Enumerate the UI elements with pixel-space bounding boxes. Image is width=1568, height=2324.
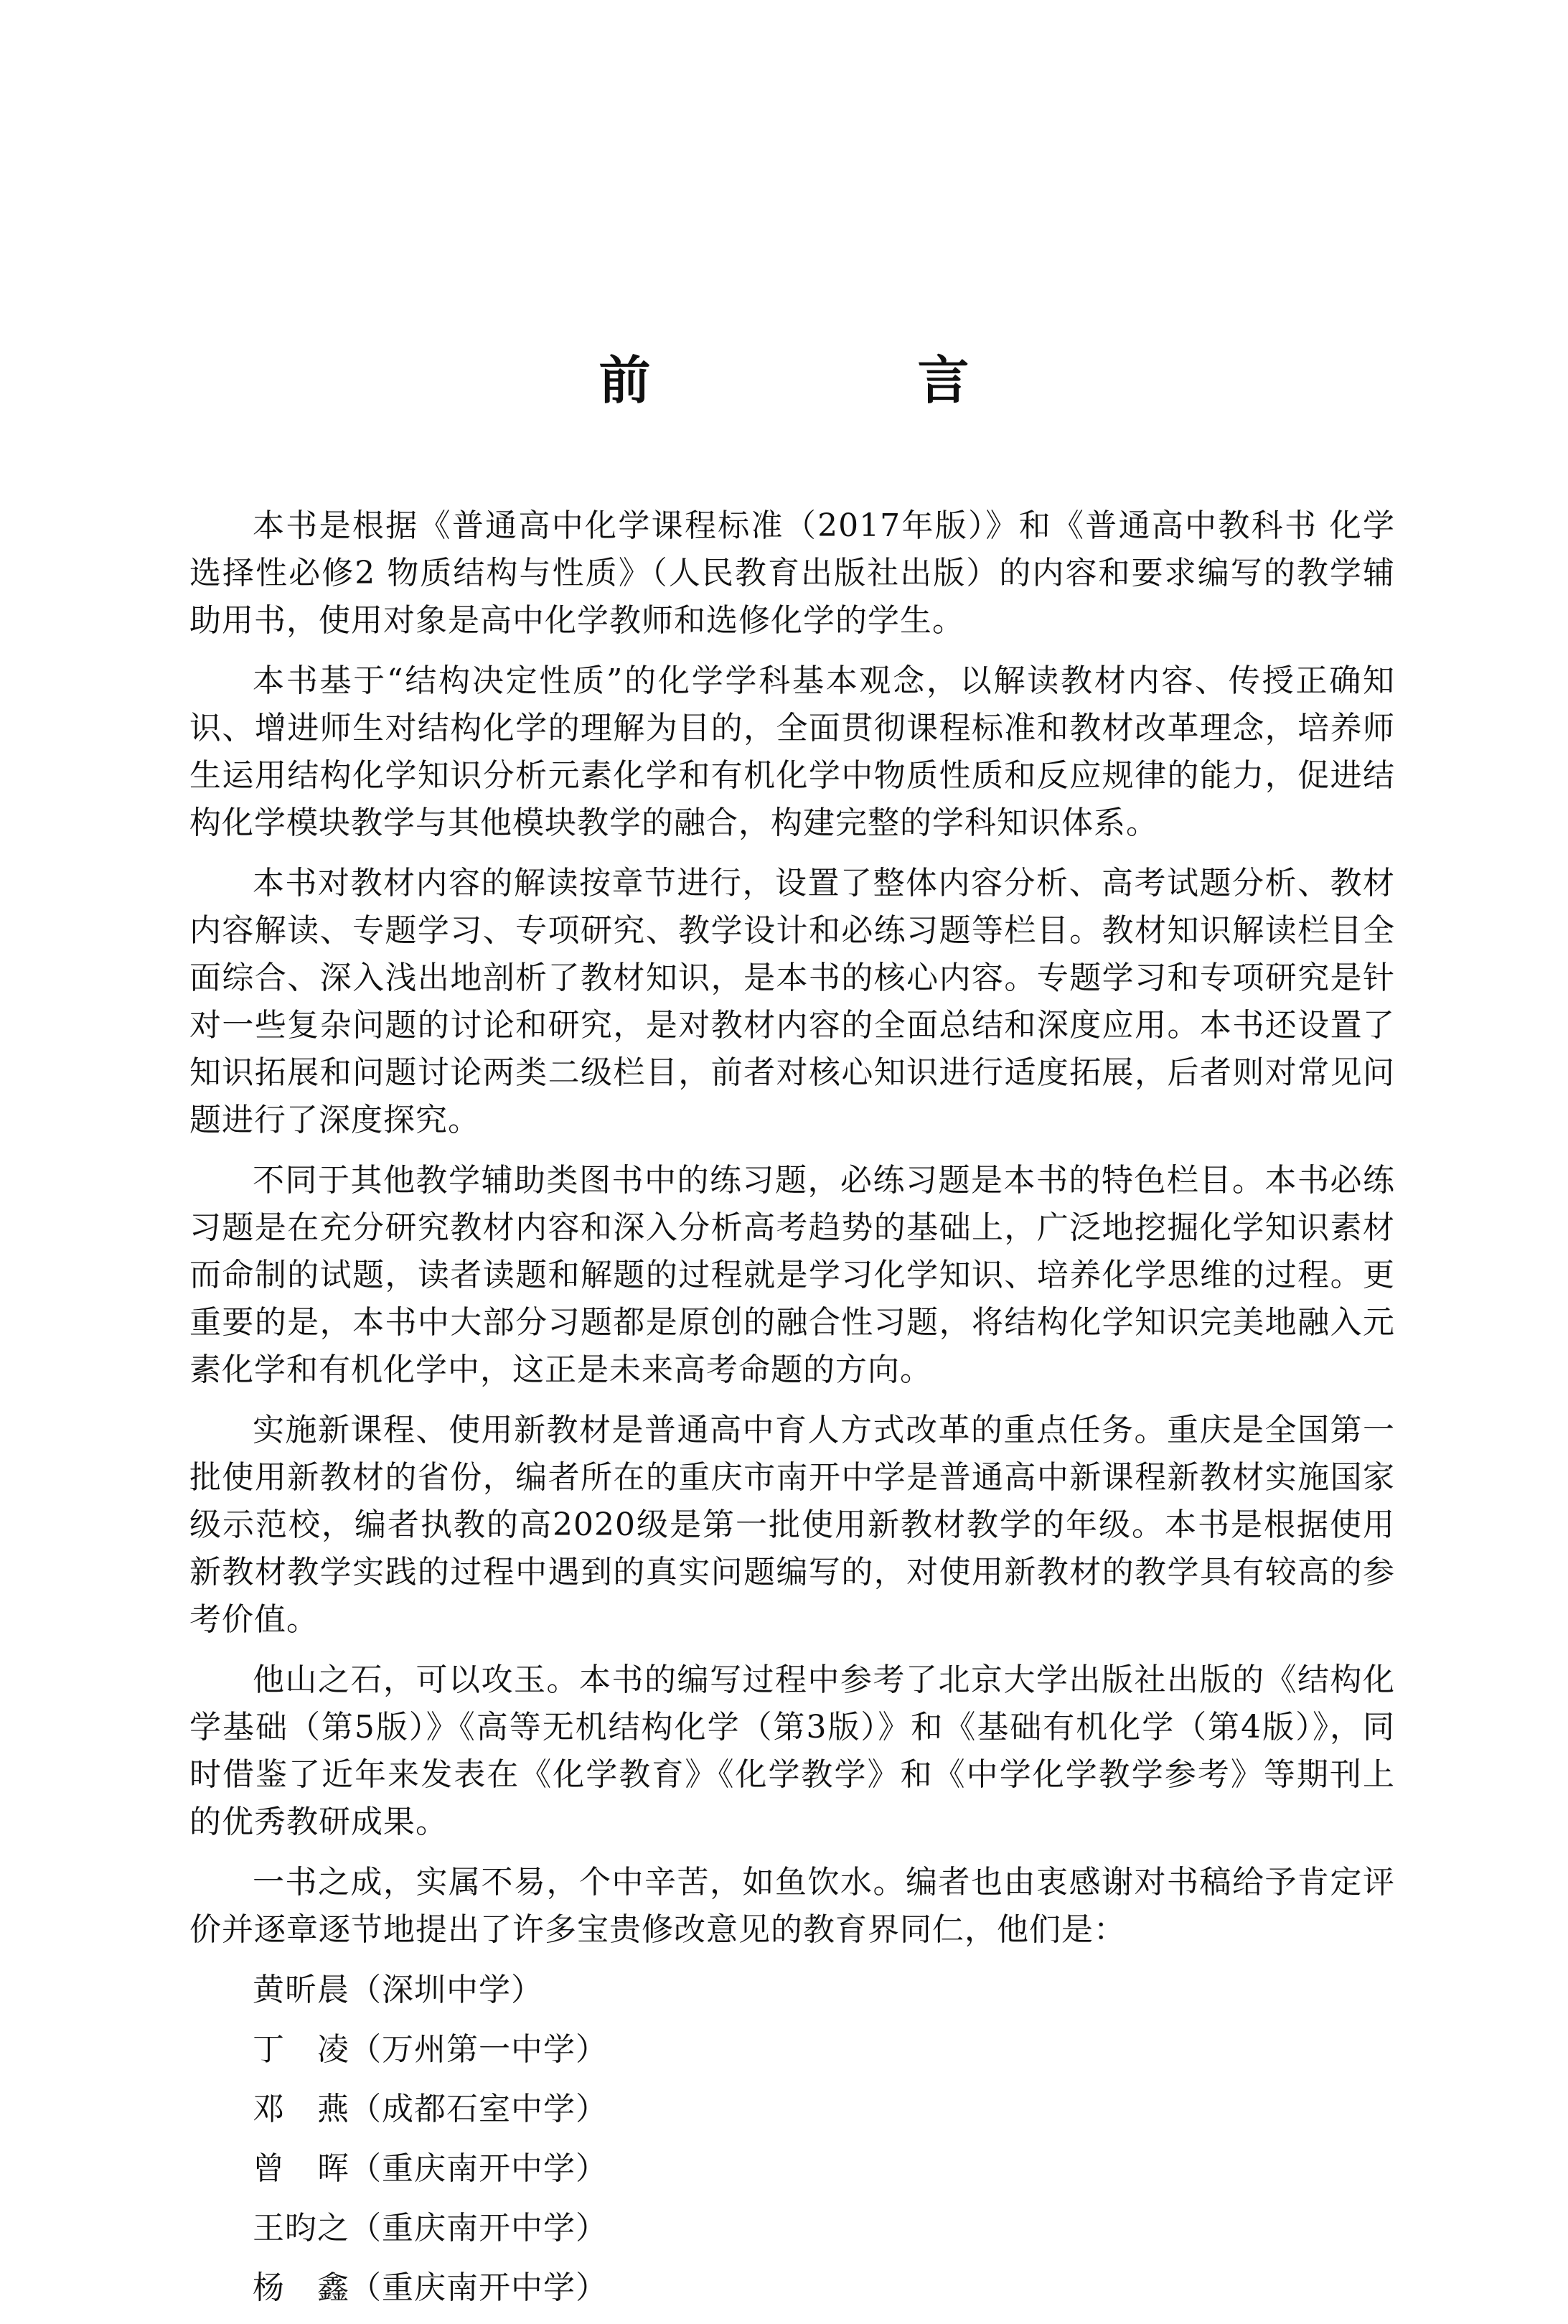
paragraph: 本书对教材内容的解读按章节进行，设置了整体内容分析、高考试题分析、教材内容解读、专题学习、专项研究、教学设计和必练习题等栏目。教材知识解读栏目全面综合、深入浅出地剖析了教材知识，是本书的核心内容。专题学习和专项研究是针对一些复杂问题的讨论和研究，是对教材内容的全面总结和深度应用。本书还设置了知识拓展和问题讨论两类二级栏目，前者对核心知识进行适度拓展，后者则对常见问题进行了深度探究。 bbox=[189, 865, 1395, 1138]
reviewer-item: 曾 晖（重庆南开中学） bbox=[253, 2150, 608, 2187]
paragraph: 不同于其他教学辅助类图书中的练习题，必练习题是本书的特色栏目。本书必练习题是在充分研究教材内容和深入分析高考趋势的基础上，广泛地挖掘化学知识素材而命制的试题，读者读题和解题的过程就是学习化学知识、培养化学思维的过程。更重要的是，本书中大部分习题都是原创的融合性习题，将结构化学知识完美地融入元素化学和有机化学中，这正是未来高考命题的方向。 bbox=[189, 1162, 1395, 1388]
paragraph: 实施新课程、使用新教材是普通高中育人方式改革的重点任务。重庆是全国第一批使用新教材的省份，编者所在的重庆市南开中学是普通高中新课程新教材实施国家级示范校，编者执教的高2020级是第一批使用新教材教学的年级。本书是根据使用新教材教学实践的过程中遇到的真实问题编写的，对使用新教材的教学具有较高的参考价值。 bbox=[189, 1412, 1395, 1638]
reviewer-list bbox=[189, 1967, 1395, 2312]
paragraph: 一书之成，实属不易，个中辛苦，如鱼饮水。编者也由衷感谢对书稿给予肯定评价并逐章逐节地提出了许多宝贵修改意见的教育界同仁，他们是： bbox=[189, 1864, 1395, 1948]
preface-body bbox=[189, 502, 1395, 2324]
reviewer-item: 杨 鑫（重庆南开中学） bbox=[253, 2269, 608, 2306]
paragraph: 他山之石，可以攻玉。本书的编写过程中参考了北京大学出版社出版的《结构化学基础（第5版）》《高等无机结构化学（第3版）》和《基础有机化学（第4版）》，同时借鉴了近年来发表在《化学教育》《化学教学》和《中学化学教学参考》等期刊上的优秀教研成果。 bbox=[189, 1662, 1395, 1840]
page-title: 前 言 bbox=[598, 350, 1077, 411]
reviewer-item: 黄昕晨（深圳中学） bbox=[253, 1972, 543, 2008]
reviewer-item: 王昀之（重庆南开中学） bbox=[253, 2210, 608, 2246]
reviewer-item: 丁 凌（万州第一中学） bbox=[253, 2031, 608, 2068]
paragraph: 本书是根据《普通高中化学课程标准（2017年版）》和《普通高中教科书 化学 选择性必修2 物质结构与性质》（人民教育出版社出版）的内容和要求编写的教学辅助用书，使用对象是高中化学教师和选修化学的学生。 bbox=[189, 507, 1395, 639]
paragraph: 本书基于“结构决定性质”的化学学科基本观念，以解读教材内容、传授正确知识、增进师生对结构化学的理解为目的，全面贯彻课程标准和教材改革理念，培养师生运用结构化学知识分析元素化学和有机化学中物质性质和反应规律的能力，促进结构化学模块教学与其他模块教学的融合，构建完整的学科知识体系。 bbox=[189, 662, 1395, 841]
reviewer-item: 邓 燕（成都石室中学） bbox=[253, 2091, 608, 2127]
